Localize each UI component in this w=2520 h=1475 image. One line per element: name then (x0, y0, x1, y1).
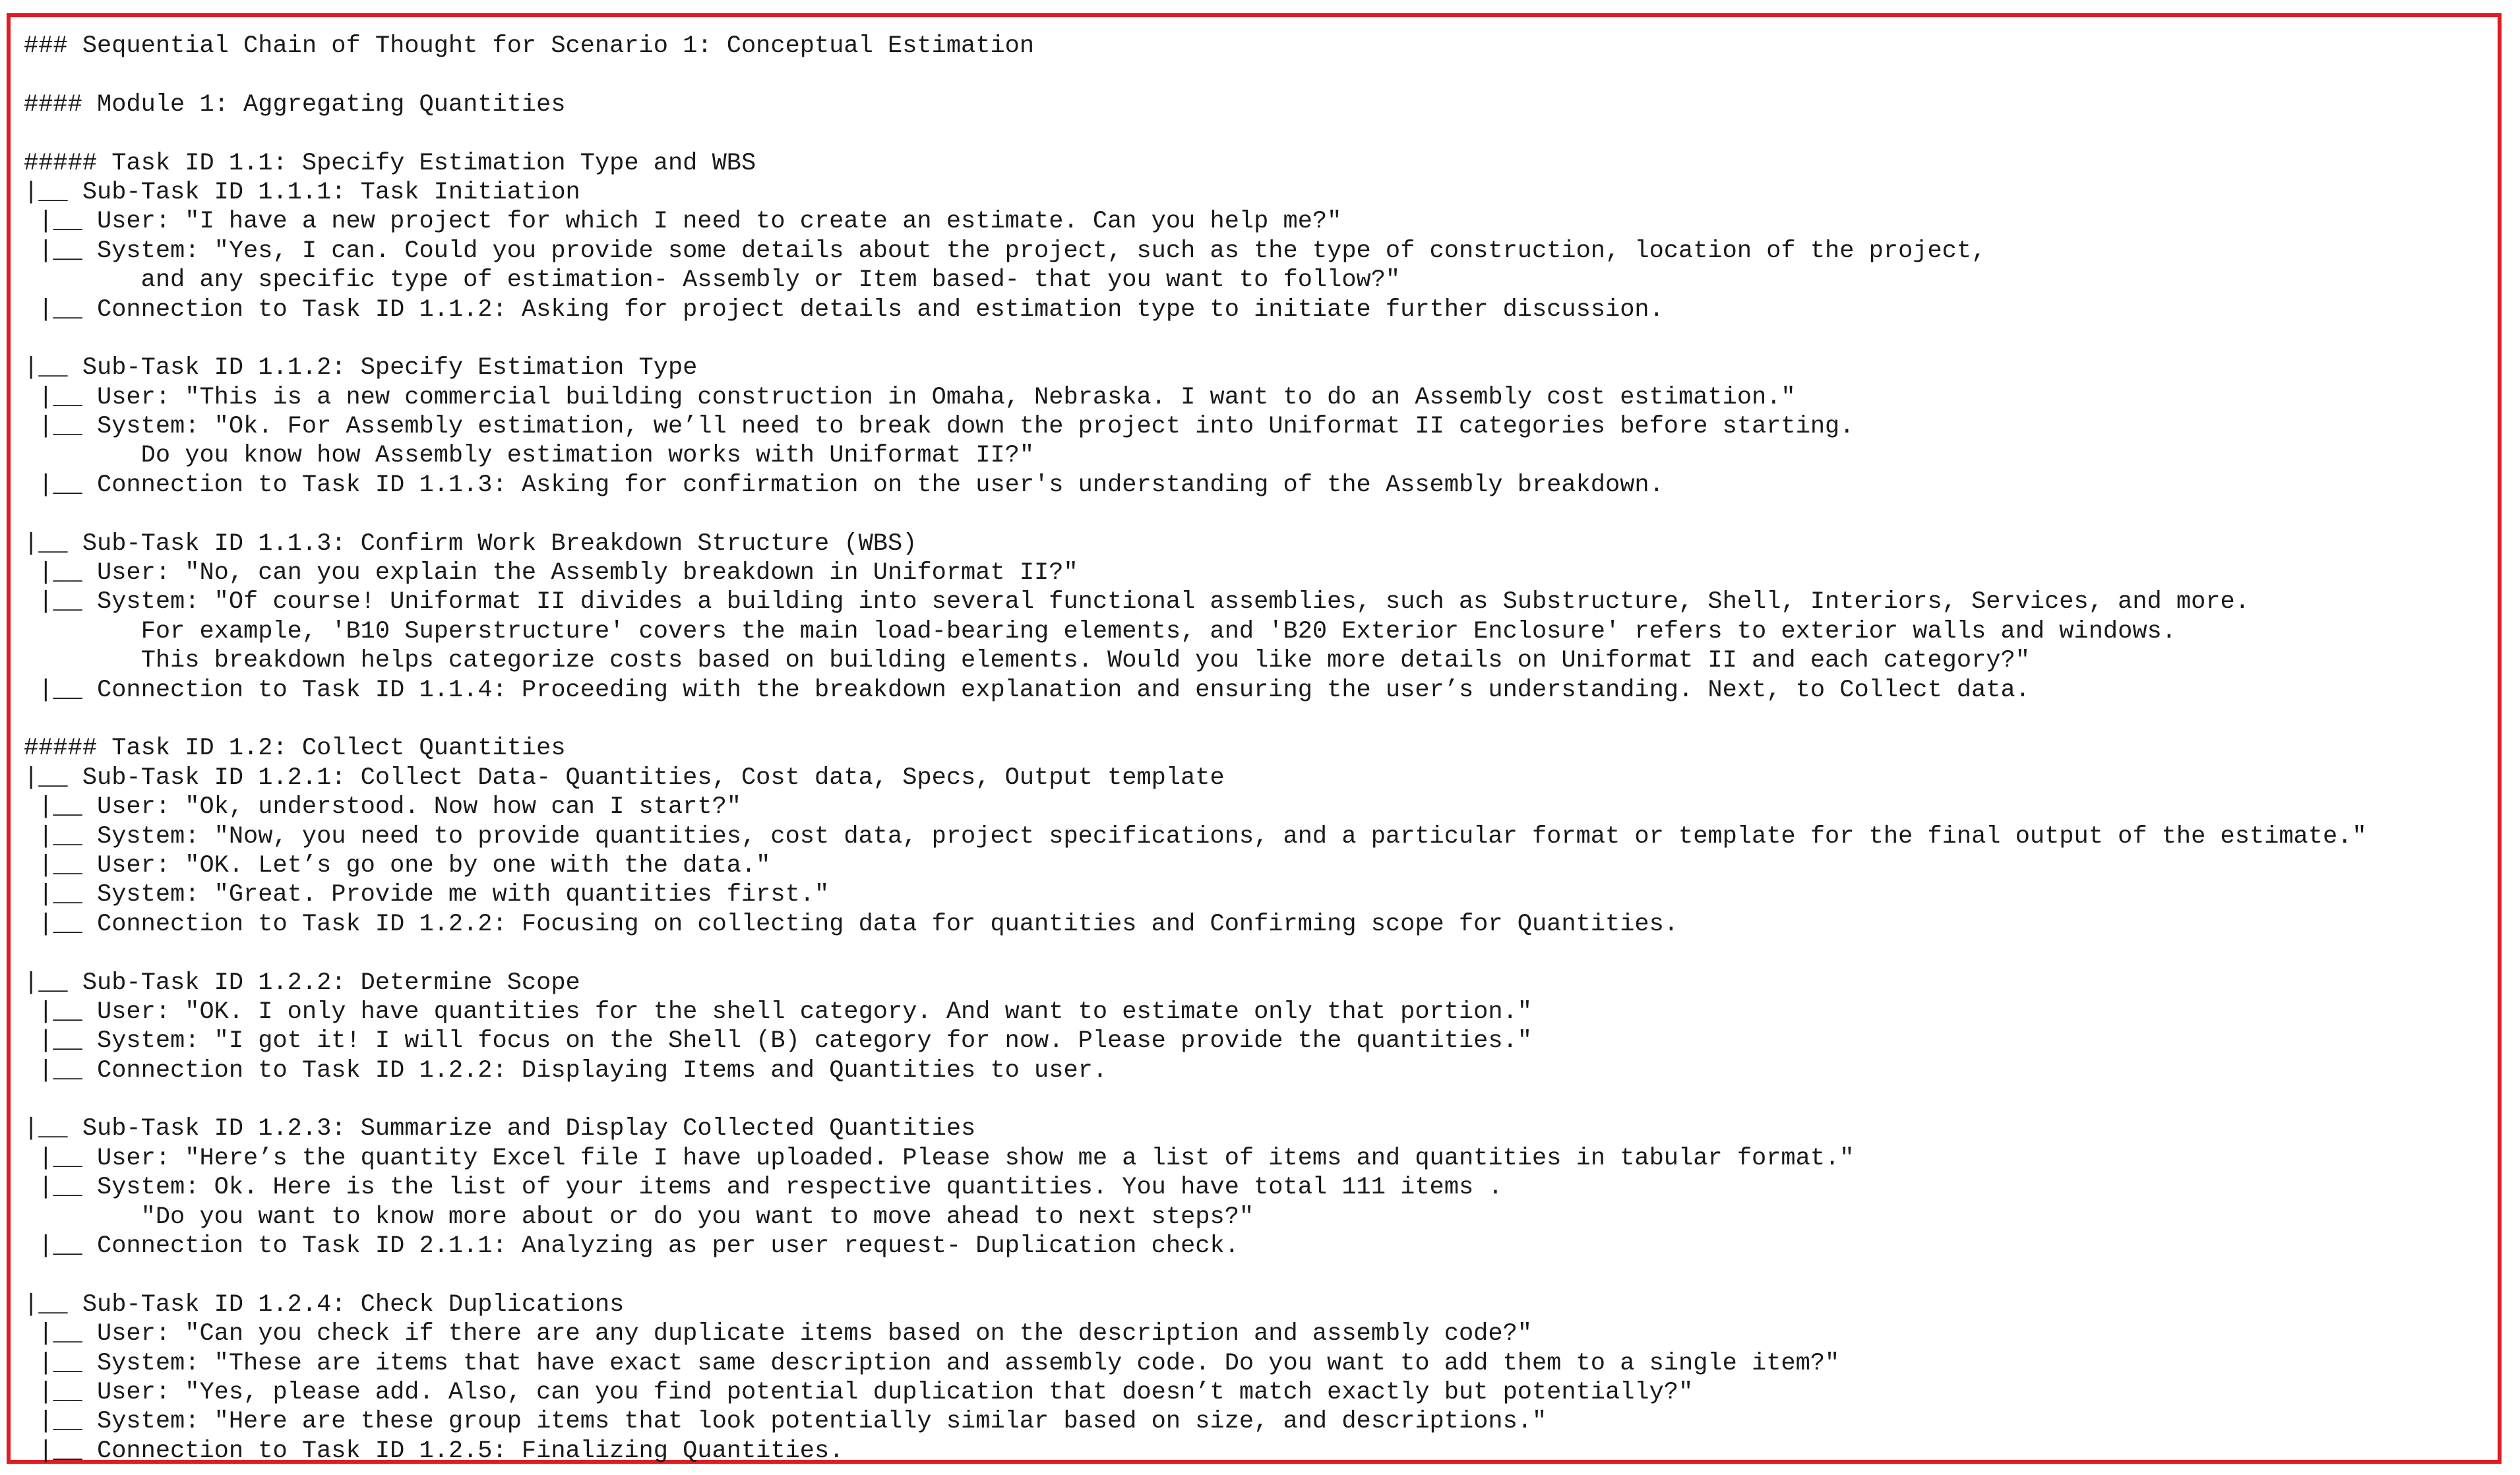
system-turn: |__ System: "I got it! I will focus on the Shell (B) category for now. Please provide the quantities." (24, 1027, 1532, 1056)
blank-line (24, 324, 2490, 353)
user-turn: |__ User: "This is a new commercial building construction in Omaha, Nebraska. I want to do an Assembly cost estimation." (24, 383, 1796, 411)
connection-line: |__ Connection to Task ID 1.1.3: Asking for confirmation on the user's understanding of the Assembly breakdown. (24, 471, 1664, 499)
connection-line: |__ Connection to Task ID 1.2.5: Finalizing Quantities. (24, 1437, 844, 1465)
connection-line: |__ Connection to Task ID 2.1.1: Analyzing as per user request- Duplication check. (24, 1232, 1239, 1261)
user-turn: |__ User: "I have a new project for which I need to create an estimate. Can you help me?" (24, 208, 1342, 236)
subtask-heading: |__ Sub-Task ID 1.2.1: Collect Data- Quantities, Cost data, Specs, Output template (24, 764, 1225, 792)
system-turn: |__ System: "Ok. For Assembly estimation, we’ll need to break down the project into Uniformat II categories before starting. (24, 413, 1855, 441)
user-turn: |__ User: "Here’s the quantity Excel file I have uploaded. Please show me a list of items and quantities in tabular format." (24, 1144, 1855, 1172)
connection-line: |__ Connection to Task ID 1.1.2: Asking for project details and estimation type to initiate further discussion. (24, 295, 1664, 324)
task-heading: ##### Task ID 1.1: Specify Estimation Type and WBS (24, 149, 756, 177)
continuation-line: "Do you want to know more about or do you want to move ahead to next steps?" (24, 1203, 1254, 1231)
module-heading: #### Module 1: Aggregating Quantities (24, 90, 566, 119)
subtask-heading: |__ Sub-Task ID 1.2.2: Determine Scope (24, 969, 580, 997)
user-turn: |__ User: "No, can you explain the Assembly breakdown in Uniformat II?" (24, 559, 1078, 587)
connection-line: |__ Connection to Task ID 1.1.4: Proceeding with the breakdown explanation and ensuring the user’s understanding. Next, to Collect data. (24, 676, 2030, 704)
connection-line: |__ Connection to Task ID 1.2.2: Focusing on collecting data for quantities and Confirming scope for Quantities. (24, 910, 1679, 938)
document-frame (7, 13, 2502, 1464)
system-turn: |__ System: "Here are these group items that look potentially similar based on size, and descriptions." (24, 1408, 1547, 1436)
blank-line (24, 500, 2490, 529)
subtask-heading: |__ Sub-Task ID 1.2.3: Summarize and Display Collected Quantities (24, 1115, 976, 1143)
continuation-line: This breakdown helps categorize costs based on building elements. Would you like more details on Uniformat II and each category?" (24, 647, 2030, 675)
system-turn: |__ System: "These are items that have exact same description and assembly code. Do you want to add them to a single item?" (24, 1349, 1840, 1377)
system-turn: |__ System: "Of course! Uniformat II divides a building into several functional assemblies, such as Substructure, Shell, Interiors, Services, and more. (24, 588, 2250, 617)
blank-line (24, 705, 2490, 734)
user-turn: |__ User: "Can you check if there are any duplicate items based on the description and assembly code?" (24, 1320, 1532, 1348)
system-turn: |__ System: "Now, you need to provide quantities, cost data, project specifications, and a particular format or template for the final output of the estimate." (24, 822, 2367, 851)
connection-line: |__ Connection to Task ID 1.2.2: Displaying Items and Quantities to user. (24, 1056, 1108, 1085)
user-turn: |__ User: "Ok, understood. Now how can I start?" (24, 793, 741, 822)
blank-line (24, 119, 2490, 148)
continuation-line: and any specific type of estimation- Assembly or Item based- that you want to follow?" (24, 266, 1401, 295)
continuation-line: For example, 'B10 Superstructure' covers the main load-bearing elements, and 'B20 Exterior Enclosure' refers to exterior walls and windows. (24, 617, 2176, 646)
subtask-heading: |__ Sub-Task ID 1.1.1: Task Initiation (24, 178, 580, 206)
user-turn: |__ User: "OK. I only have quantities for the shell category. And want to estimate only that portion." (24, 998, 1532, 1026)
system-turn: |__ System: "Great. Provide me with quantities first." (24, 881, 830, 909)
document-body (24, 32, 2490, 1466)
blank-line (24, 1085, 2490, 1114)
subtask-heading: |__ Sub-Task ID 1.2.4: Check Duplications (24, 1290, 625, 1319)
user-turn: |__ User: "Yes, please add. Also, can you find potential duplication that doesn’t match exactly but potentially?" (24, 1378, 1694, 1406)
system-turn: |__ System: "Yes, I can. Could you provide some details about the project, such as the type of construction, location of the project, (24, 237, 1986, 265)
task-heading: ##### Task ID 1.2: Collect Quantities (24, 735, 566, 763)
user-turn: |__ User: "OK. Let’s go one by one with the data." (24, 851, 771, 880)
continuation-line: Do you know how Assembly estimation works with Uniformat II?" (24, 442, 1035, 470)
blank-line (24, 939, 2490, 968)
subtask-heading: |__ Sub-Task ID 1.1.2: Specify Estimation Type (24, 354, 698, 382)
subtask-heading: |__ Sub-Task ID 1.1.3: Confirm Work Breakdown Structure (WBS) (24, 529, 917, 558)
blank-line (24, 61, 2490, 90)
system-turn: |__ System: Ok. Here is the list of your items and respective quantities. You have total 111 items . (24, 1174, 1503, 1202)
document-title: ### Sequential Chain of Thought for Scenario 1: Conceptual Estimation (24, 32, 1035, 60)
blank-line (24, 1261, 2490, 1290)
